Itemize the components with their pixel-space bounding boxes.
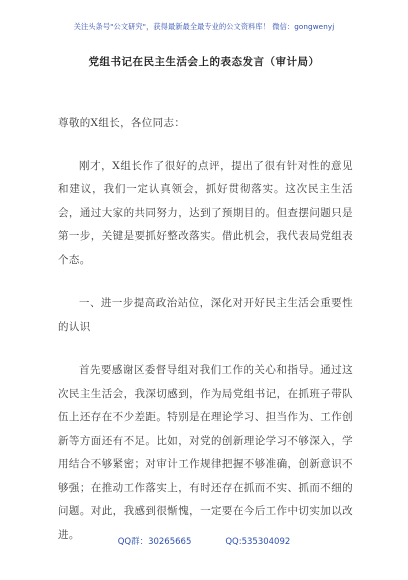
document-title: 党组书记在民主生活会上的表态发言（审计局） [88,56,320,68]
section-heading-1: 一、进一步提高政治站位，深化对开好民主生活会重要性的认识 [58,297,353,333]
paragraph-opening: 刚才，X组长作了很好的点评，提出了很有针对性的意见和建议，我们一定认真领会，抓好贯彻落实。这次民主生活会，通过大家的共同努力，达到了预期目的。但查摆问题只是第一步，关键是要抓好整改落实。借此机会，我代表局党组表个态。 [58,159,353,266]
header-promo-banner: 关注头条号"公文研究"，获得最新最全最专业的公文资料库！ 微信：gongwenyj [73,22,335,31]
salutation: 尊敬的X组长，各位同志： [58,117,186,129]
footer-qq-group: QQ群：30265665 [117,537,192,547]
document-body [58,112,353,547]
footer-contact-banner [0,535,408,547]
paragraph-section-1: 首先要感谢区委督导组对我们工作的关心和指导。通过这次民主生活会，我深切感到，作为局党组书记，在抓班子带队伍上还存在不少差距。特别是在理论学习、担当作为、工作创新等方面还有不足。比如，对党的创新理论学习不够深入，学用结合不够紧密；对审计工作规律把握不够准确，创新意识不够强；在推动工作落实上，有时还存在抓而不实、抓而不细的问题。对此，我感到很惭愧，一定要在今后工作中切实加以改进。 [58,364,353,541]
footer-qq: QQ:535304092 [225,537,291,547]
